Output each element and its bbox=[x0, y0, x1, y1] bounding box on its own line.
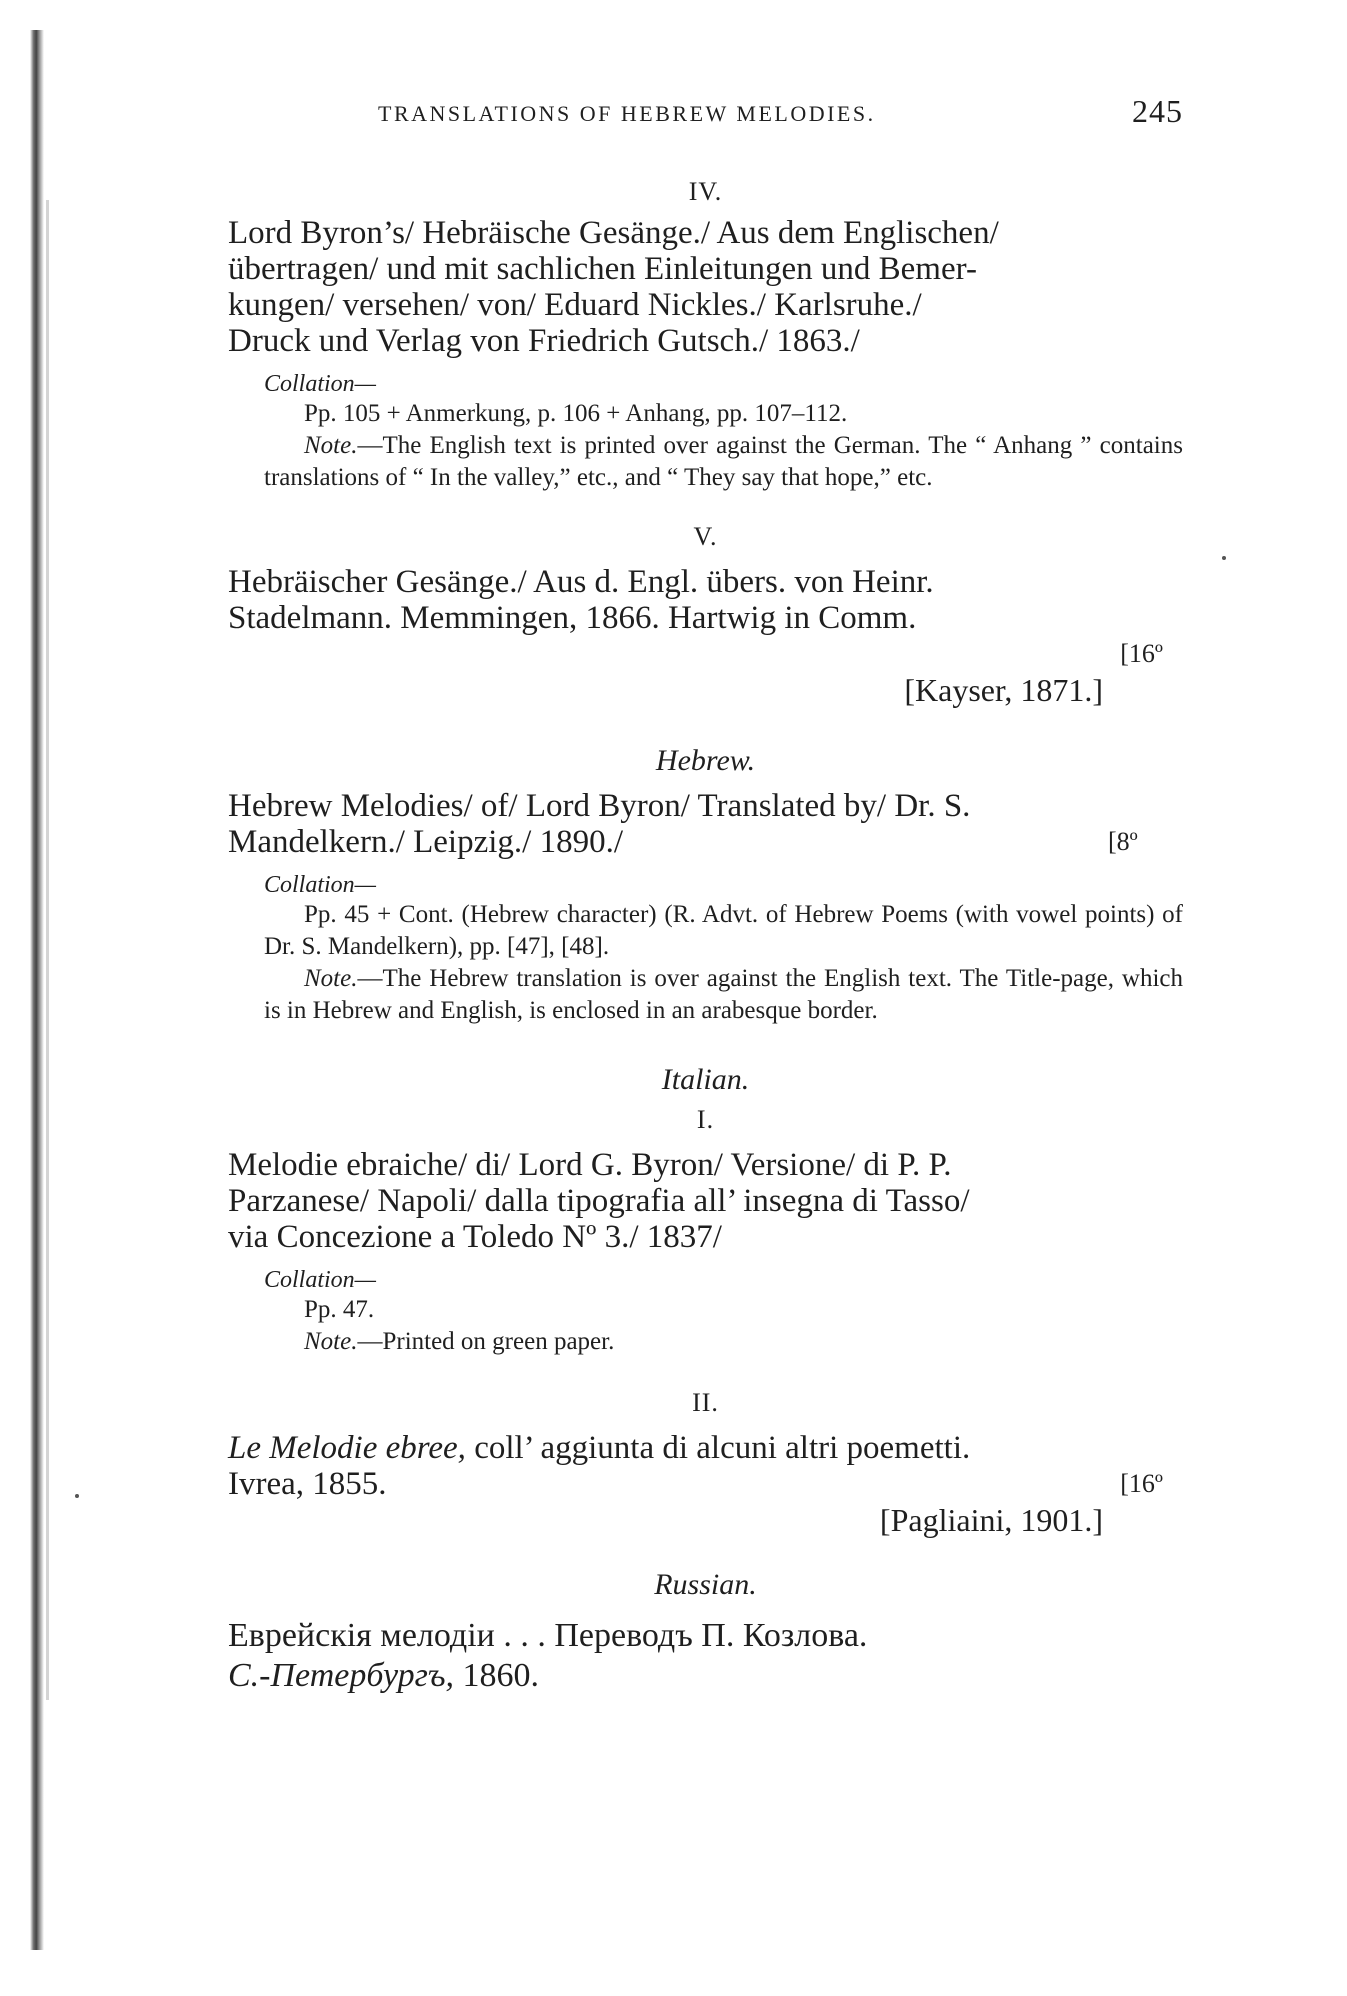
page-content bbox=[228, 95, 1183, 1696]
page-binding-shadow bbox=[30, 30, 44, 1950]
language-heading: Russian. bbox=[654, 1568, 757, 1601]
entry-line: Mandelkern./ Leipzig./ 1890./ bbox=[228, 824, 623, 860]
paper-speck bbox=[1222, 556, 1226, 560]
entry-line: Druck und Verlag von Friedrich Gutsch./ 1863./ bbox=[228, 323, 860, 359]
collation-label: Collation— bbox=[264, 872, 377, 898]
place-of-publication: С.-Петербургъ, bbox=[228, 1657, 455, 1694]
entry-line: Lord Byron’s/ Hebräische Gesänge./ Aus dem Englischen/ bbox=[228, 215, 999, 251]
entry-line: via Concezione a Toledo Nº 3./ 1837/ bbox=[228, 1219, 722, 1255]
bibliographic-entry bbox=[228, 215, 1183, 359]
collation-detail bbox=[264, 899, 1183, 1027]
language-heading: Italian. bbox=[661, 1063, 750, 1096]
collation-label: Collation— bbox=[264, 371, 377, 397]
source-citation: [Kayser, 1871.] bbox=[904, 672, 1103, 708]
page-binding-edge bbox=[46, 200, 49, 1700]
page-number: 245 bbox=[1132, 93, 1183, 129]
note-label: Note. bbox=[304, 1328, 358, 1355]
bibliographic-entry bbox=[228, 1147, 1183, 1255]
pagination: Pp. 45 + Cont. (Hebrew character) (R. Advt. of Hebrew Poems (with vowel points) of Dr. S. Mandelkern), pp. [47], [48]. bbox=[264, 901, 1183, 960]
entry-line: Stadelmann. Memmingen, 1866. Hartwig in Comm. bbox=[228, 600, 917, 636]
work-title: Le Melodie ebree, bbox=[228, 1430, 466, 1466]
publication-year: 1860. bbox=[454, 1657, 540, 1694]
section-numeral: II. bbox=[692, 1388, 719, 1417]
note-label: Note. bbox=[304, 965, 358, 992]
pagination: Pp. 47. bbox=[304, 1296, 375, 1323]
format-note: [16º bbox=[1120, 1469, 1163, 1498]
entry-line: Parzanese/ Napoli/ dalla tipografia all’ insegna di Tasso/ bbox=[228, 1183, 970, 1219]
entry-line: kungen/ versehen/ von/ Eduard Nickles./ Karlsruhe./ bbox=[228, 287, 922, 323]
collation-detail bbox=[264, 1294, 1183, 1358]
entry-line: Ivrea, 1855. bbox=[228, 1466, 387, 1502]
running-header bbox=[228, 95, 1183, 137]
language-heading: Hebrew. bbox=[655, 744, 756, 777]
pagination: Pp. 105 + Anmerkung, p. 106 + Anhang, pp. 107–112. bbox=[304, 400, 848, 427]
format-note: [16º bbox=[1120, 639, 1163, 668]
collation-label: Collation— bbox=[264, 1267, 377, 1293]
paper-speck bbox=[75, 1494, 79, 1498]
entry-line: Melodie ebraiche/ di/ Lord G. Byron/ Versione/ di P. P. bbox=[228, 1147, 952, 1183]
section-numeral: I. bbox=[696, 1105, 715, 1134]
note-text: —Printed on green paper. bbox=[357, 1328, 615, 1355]
bibliographic-entry: Hebrew Melodies/ of/ Lord Byron/ Translated by/ Dr. S. Mandelkern./ Leipzig./ 1890./ [8º bbox=[228, 788, 1183, 860]
section-numeral: IV. bbox=[688, 177, 723, 206]
bibliographic-entry bbox=[228, 1430, 1183, 1502]
bibliographic-entry bbox=[228, 564, 1183, 636]
bibliographic-entry bbox=[228, 1616, 1183, 1696]
section-numeral: V. bbox=[693, 522, 718, 551]
source-citation: [Pagliaini, 1901.] bbox=[879, 1502, 1103, 1538]
note-text: —The Hebrew translation is over against the English text. The Title-page, which is in Hebrew and English, is enclosed in an arabesque border. bbox=[264, 965, 1183, 1024]
entry-line: coll’ aggiunta di alcuni altri poemetti. bbox=[465, 1430, 971, 1466]
note-text: —The English text is printed over against the German. The “ Anhang ” contains translations of “ In the valley,” etc., and “ They say that hope,” etc. bbox=[264, 432, 1183, 491]
entry-line: Hebrew Melodies/ of/ Lord Byron/ Translated by/ Dr. S. bbox=[228, 788, 971, 824]
entry-line: übertragen/ und mit sachlichen Einleitungen und Bemer- bbox=[228, 251, 977, 287]
entry-line: Hebräischer Gesänge./ Aus d. Engl. übers. von Heinr. bbox=[228, 564, 934, 600]
collation-detail bbox=[264, 398, 1183, 494]
note-label: Note. bbox=[304, 432, 358, 459]
entry-line: Еврейскія мелодіи . . . Переводъ П. Козлова. bbox=[228, 1617, 868, 1654]
running-title: TRANSLATIONS OF HEBREW MELODIES. bbox=[378, 101, 876, 126]
